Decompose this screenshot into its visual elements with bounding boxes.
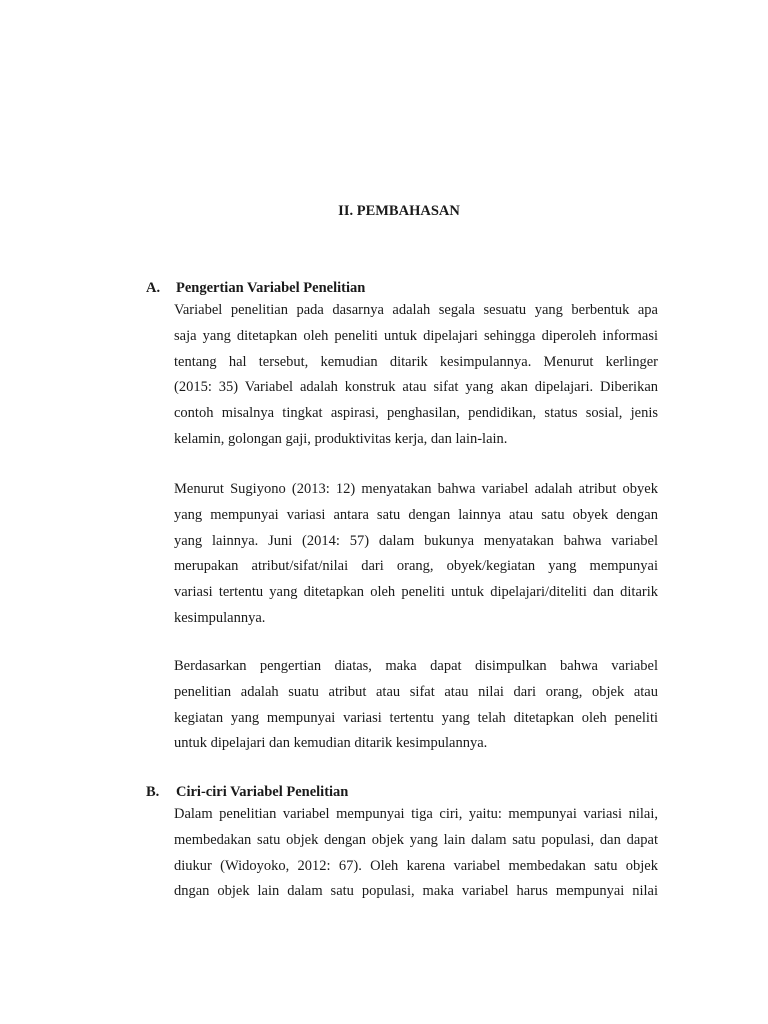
text-line: Variabel penelitian pada dasarnya adalah segala sesuatu yang berbentuk apa [174, 302, 658, 318]
section-a-paragraph-3 [174, 654, 658, 757]
section-b-heading [146, 784, 348, 801]
text-line: (2015: 35) Variabel adalah konstruk atau sifat yang akan dipelajari. Diberikan [174, 379, 658, 396]
text-line: yang lainnya. Juni (2014: 57) dalam bukunya menyatakan bahwa variabel [174, 532, 658, 549]
text-line: untuk dipelajari dan kemudian ditarik kesimpulannya. [174, 735, 488, 752]
text-line: kegiatan yang mempunyai variasi tertentu yang telah ditetapkan oleh peneliti [174, 709, 658, 726]
section-b-letter: B. [146, 784, 160, 800]
text-line: saja yang ditetapkan oleh peneliti untuk dipelajari sehingga diperoleh informasi [174, 327, 658, 344]
text-line: Dalam penelitian variabel mempunyai tiga ciri, yaitu: mempunyai variasi nilai, [174, 806, 658, 822]
section-b-paragraph-1 [174, 802, 658, 905]
section-b-title: Ciri-ciri Variabel Penelitian [176, 784, 349, 800]
section-a-title: Pengertian Variabel Penelitian [176, 280, 366, 296]
section-a-heading [146, 280, 365, 297]
text-line: tentang hal tersebut, kemudian ditarik kesimpulannya. Menurut kerlinger [174, 353, 658, 370]
text-line: merupakan atribut/sifat/nilai dari orang, obyek/kegiatan yang mempunyai [174, 558, 658, 575]
text-line: contoh misalnya tingkat aspirasi, penghasilan, pendidikan, status sosial, jenis [174, 405, 658, 422]
text-line: Menurut Sugiyono (2013: 12) menyatakan bahwa variabel adalah atribut obyek [174, 481, 658, 497]
text-line: diukur (Widoyoko, 2012: 67). Oleh karena variabel membedakan satu objek [174, 857, 658, 874]
section-a-paragraph-2 [174, 477, 658, 632]
text-line: penelitian adalah suatu atribut atau sifat atau nilai dari orang, objek atau [174, 683, 658, 700]
text-line: variasi tertentu yang ditetapkan oleh peneliti untuk dipelajari/diteliti dan ditarik [174, 584, 658, 601]
text-line: yang mempunyai variasi antara satu dengan lainnya atau satu obyek dengan [174, 506, 658, 523]
text-line: Berdasarkan pengertian diatas, maka dapat disimpulkan bahwa variabel [174, 658, 658, 674]
page-title: II. PEMBAHASAN [338, 203, 460, 219]
section-a-letter: A. [146, 280, 161, 296]
text-line: membedakan satu objek dengan objek yang lain dalam satu populasi, dan dapat [174, 831, 658, 848]
text-line: dngan objek lain dalam satu populasi, maka variabel harus mempunyai nilai [174, 883, 658, 900]
text-line: kelamin, golongan gaji, produktivitas kerja, dan lain-lain. [174, 430, 508, 447]
text-line: kesimpulannya. [174, 609, 266, 626]
section-a-paragraph-1 [174, 298, 658, 453]
